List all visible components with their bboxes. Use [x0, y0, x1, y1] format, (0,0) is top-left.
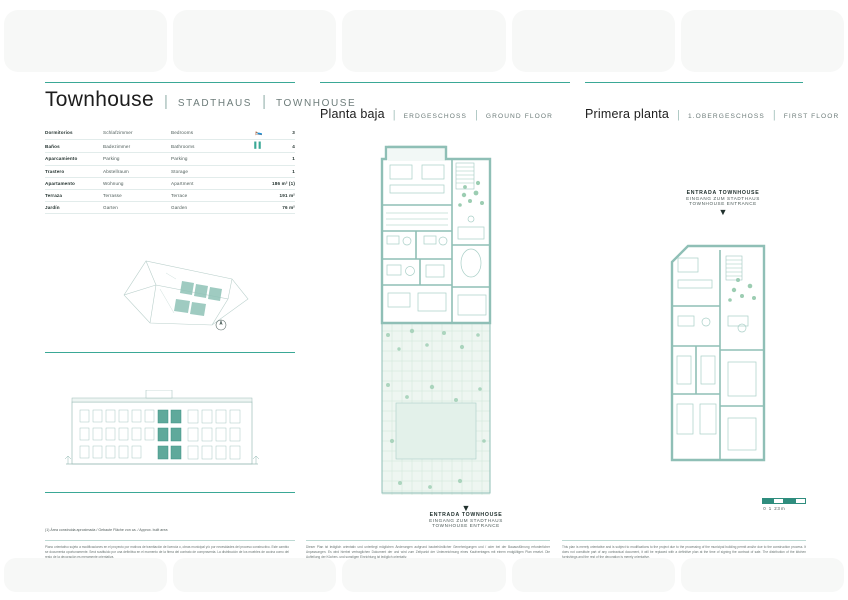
callout-line-es: ENTRADA TOWNHOUSE — [686, 190, 760, 196]
decorative-top-band — [0, 10, 848, 72]
plan-title-en: GROUND FLOOR — [485, 113, 553, 120]
divider-left-top — [45, 82, 295, 83]
spec-label-es: Jardín — [45, 202, 103, 214]
title-english: TOWNHOUSE — [276, 98, 357, 109]
callout-line-de: EINGANG ZUM STADTHAUS — [429, 518, 503, 523]
footnote-approx-area: (1) Área construida aproximada / Gebaute Fläche von ca. / Approx. built area — [45, 528, 168, 532]
scale-segment — [784, 498, 795, 504]
callout-line-en: TOWNHOUSE ENTRANCE — [432, 523, 500, 528]
spec-value: 4 — [263, 140, 295, 153]
callout-line-de: EINGANG ZUM STADTHAUS — [686, 196, 760, 201]
scale-bar-labels — [762, 506, 806, 511]
scale-bar-segments — [762, 498, 806, 504]
bed-icon: 🛌 — [241, 126, 263, 140]
spec-label-en: Bathrooms — [171, 140, 241, 153]
plan-sep-2: | — [772, 109, 776, 121]
scale-tick: 1 — [768, 506, 772, 511]
spec-value: 76 m² — [263, 202, 295, 214]
divider-footnote-mid — [306, 540, 550, 541]
spec-label-en: Garden — [171, 202, 241, 214]
scale-tick: 3 m — [777, 506, 785, 511]
plan-sep-2: | — [475, 109, 478, 121]
scale-tick: 0 — [763, 506, 766, 511]
spec-icon-empty — [241, 189, 263, 201]
spec-label-es: Baños — [45, 140, 103, 153]
spec-label-en: Apartment — [171, 177, 241, 189]
spec-label-en: Parking — [171, 153, 241, 165]
callout-first-entrance — [648, 190, 798, 216]
table-row — [45, 140, 295, 153]
table-row — [45, 165, 295, 177]
decorative-bottom-band — [0, 558, 848, 592]
specs-table — [45, 126, 295, 214]
spec-value: 186 m² (1) — [263, 177, 295, 189]
spec-icon-empty — [241, 177, 263, 189]
plan-sep-1: | — [392, 109, 396, 121]
spec-label-es: Dormitorios — [45, 126, 103, 140]
spec-value: 191 m² — [263, 189, 295, 201]
spec-value: 1 — [263, 153, 295, 165]
plan-sep-1: | — [677, 109, 680, 121]
divider-mid-top — [320, 82, 570, 83]
spec-label-en: Bedrooms — [171, 126, 241, 140]
arrow-down-icon: ▼ — [718, 207, 728, 217]
spec-label-de: Wohnung — [103, 177, 171, 189]
title-separator-2: | — [262, 93, 266, 110]
spec-label-es: Aparcamiento — [45, 153, 103, 165]
spec-label-de: Badezimmer — [103, 140, 171, 153]
footnote-spanish: Plano orientativo sujeto a modificaciones en el proyecto por motivos de tramitación de licencia o, obras municipal y/o por necesidades del proceso constructivo. Este cambio se documenta oportunamente. Será sustituido por una definitiva en el momento de la firma del contrato de compraventa. La distribución de los muebles de cocina como del resto de la decoración es meramente orientativa. — [45, 545, 289, 559]
spec-label-es: Trastero — [45, 165, 103, 177]
spec-label-de: Schlafzimmer — [103, 126, 171, 140]
scale-segment — [773, 498, 784, 504]
north-arrow — [215, 318, 227, 332]
divider-left-bottom — [45, 492, 295, 493]
spec-label-en: Storage — [171, 165, 241, 177]
site-plan-diagram — [116, 255, 256, 327]
spec-label-de: Terrasse — [103, 189, 171, 201]
table-row — [45, 153, 295, 165]
spec-label-de: Abstellraum — [103, 165, 171, 177]
divider-right-top — [585, 82, 803, 83]
scale-segment — [762, 498, 773, 504]
table-row — [45, 202, 295, 214]
plan-heading-first — [585, 107, 839, 121]
first-floor-plan — [658, 228, 778, 488]
page-title — [45, 88, 356, 112]
scale-bar — [762, 498, 806, 511]
title-main: Townhouse — [45, 88, 154, 111]
spec-icon-empty — [241, 153, 263, 165]
arrow-down-icon: ▼ — [461, 503, 471, 513]
ground-floor-plan — [352, 135, 542, 495]
plan-heading-ground — [320, 107, 553, 121]
divider-footnote-right — [562, 540, 806, 541]
table-row — [45, 177, 295, 189]
spec-label-en: Terrace — [171, 189, 241, 201]
footnote-english: This plan is merely orientative and is subject to modifications to the project due to the processing of the municipal building permit and/or due to the construction process. It does not constitute part of any contractual document, it will be replaced with a definitive plan at the time of signing the contract of sale. The distribution of the kitchen furnishings and the rest of the decoration is merely orientative. — [562, 545, 806, 559]
plan-title-de: 1.OBERGESCHOSS — [687, 113, 765, 120]
spec-icon-empty — [241, 202, 263, 214]
plan-title-en: FIRST FLOOR — [783, 113, 840, 120]
callout-line-es: ENTRADA TOWNHOUSE — [429, 512, 503, 518]
spec-label-es: Terraza — [45, 189, 103, 201]
callout-line-en: TOWNHOUSE ENTRANCE — [689, 201, 757, 206]
spec-value: 3 — [263, 126, 295, 140]
spec-label-de: Parking — [103, 153, 171, 165]
spec-label-es: Apartamento — [45, 177, 103, 189]
table-row — [45, 126, 295, 140]
bath-icon: ▌▌ — [241, 140, 263, 153]
divider-left-mid — [45, 352, 295, 353]
divider-footnote-left — [45, 540, 295, 541]
plan-title-de: ERDGESCHOSS — [403, 113, 468, 120]
scale-tick: 2 — [774, 506, 777, 511]
table-row — [45, 189, 295, 201]
plan-title-es: Primera planta — [585, 107, 670, 121]
spec-value: 1 — [263, 165, 295, 177]
spec-label-de: Garten — [103, 202, 171, 214]
title-separator-1: | — [163, 93, 168, 110]
building-elevation-drawing — [62, 390, 262, 470]
plan-title-es: Planta baja — [320, 107, 385, 121]
callout-ground-entrance — [396, 504, 536, 528]
spec-icon-empty — [241, 165, 263, 177]
footnote-german: Dieser Plan ist lediglich orientativ und unterliegt möglichen Änderungen aufgrund baubehördlicher Genehmigungen und / oder bei der Bauausführung erforderlicher Anpassungen. Es wird hierbei vertraglichen Dokument der und wird zum Zeitpunkt der Unterzeichnung eines Kaufvertrages mit einem endgültigen Plan ersetzt. Die Aufteilung der Küchen- und sonstigen Einrichtung ist lediglich orientativ. — [306, 545, 550, 559]
scale-segment — [795, 498, 806, 504]
title-german: STADTHAUS — [177, 98, 253, 109]
